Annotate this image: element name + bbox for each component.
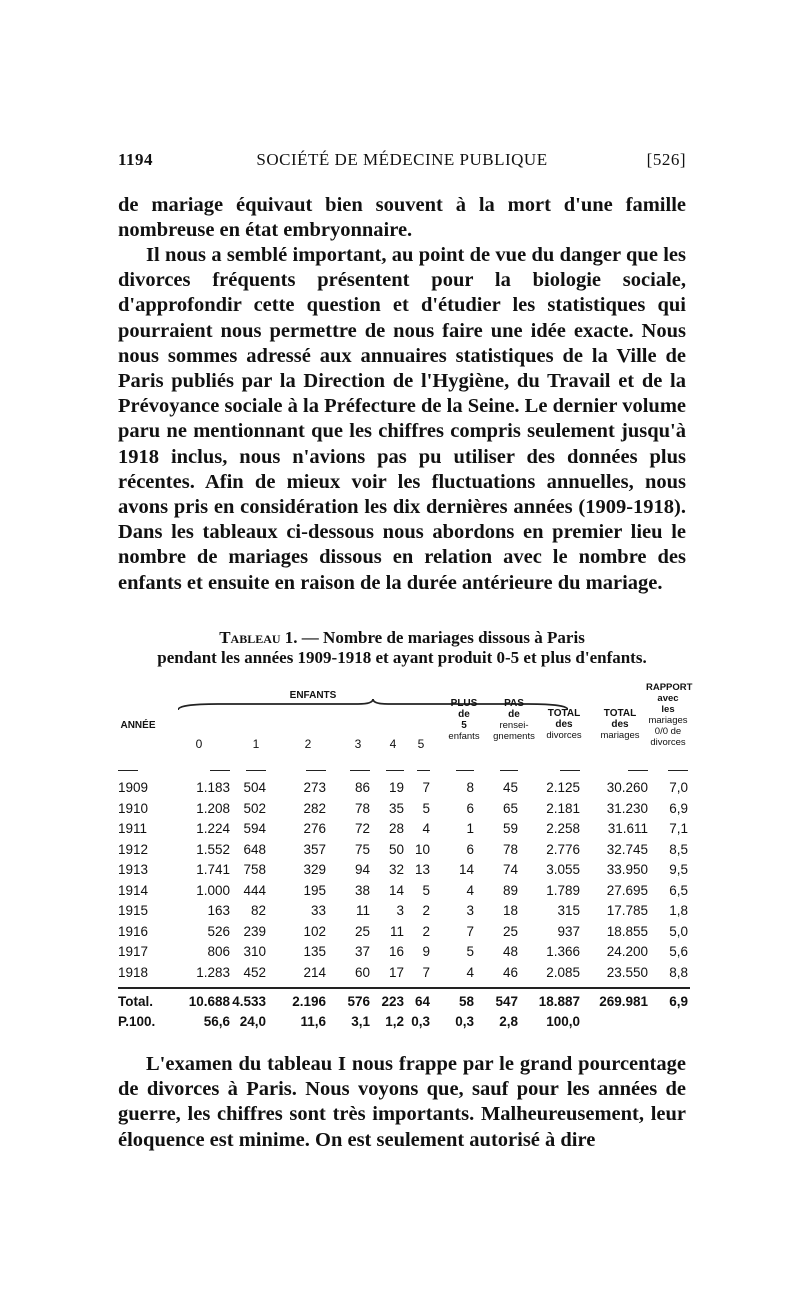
table-row-2-c2: 276 xyxy=(303,821,326,836)
table-row-3-c3: 75 xyxy=(354,841,370,857)
paragraph-3: L'examen du tableau I nous frappe par le grand pourcentage de divorces à Paris. Nous voyons que, sauf pour les années de guerre, les chiffres sont très importants. Malheureusement, leur éloquence est minime. On est seulement autorisé à dire xyxy=(118,1053,686,1151)
table-row-8-mariages: 24.200 xyxy=(606,944,648,959)
table-row-1-mariages: 31.230 xyxy=(606,800,648,816)
table-row-6-plus5: 3 xyxy=(466,903,474,918)
table-row-1-c0: 1.208 xyxy=(196,800,230,816)
table-row-3-pas: 78 xyxy=(502,841,518,857)
table-row-percent-year: P.100. xyxy=(118,1014,156,1029)
table-row-8-rapport: 5,6 xyxy=(669,944,688,959)
header-dash xyxy=(210,770,230,771)
header-c1: 1 xyxy=(252,737,260,751)
table-row-2-c5: 4 xyxy=(422,821,430,836)
header-c0: 0 xyxy=(195,737,203,751)
table-row-2-c4: 28 xyxy=(388,821,404,836)
table-row-7-mariages: 18.855 xyxy=(606,923,648,939)
table-row-8-plus5: 5 xyxy=(466,944,474,959)
header-rap-l1: RAPPORT xyxy=(646,682,693,693)
table-row-8-c1: 310 xyxy=(243,944,266,959)
table-row-7-c0: 526 xyxy=(207,923,230,939)
table-row-total-c4: 223 xyxy=(381,994,404,1009)
header-pas xyxy=(488,698,540,742)
table-row-1-c5: 5 xyxy=(422,800,430,816)
table-row-3-plus5: 6 xyxy=(466,841,474,857)
table-row-percent-c5: 0,3 xyxy=(411,1014,430,1029)
table-row-0-pas: 45 xyxy=(502,780,518,795)
table-row-percent-c3: 3,1 xyxy=(351,1014,370,1029)
table-row-4-c2: 329 xyxy=(303,862,326,877)
table-row-8-pas: 48 xyxy=(502,944,518,959)
header-dash xyxy=(118,770,138,771)
table-row-4-c5: 13 xyxy=(414,862,430,877)
table-row-2-rapport: 7,1 xyxy=(669,821,688,836)
table-row-4-c1: 758 xyxy=(243,862,266,877)
table-row-7-c2: 102 xyxy=(303,923,326,939)
table-row-1-c3: 78 xyxy=(354,800,370,816)
table-caption xyxy=(118,628,686,668)
table-row-9-divorces: 2.085 xyxy=(546,964,580,980)
header-tmar-l1: TOTAL xyxy=(603,708,637,719)
table-row-total-divorces: 18.887 xyxy=(538,994,580,1009)
header-tdiv-l2: des xyxy=(555,719,573,730)
header-tdiv-l3: divorces xyxy=(546,730,582,741)
header-dash xyxy=(350,770,370,771)
table-row-2-year: 1911 xyxy=(118,821,148,836)
header-pas-l2: de xyxy=(508,709,520,720)
table-row-3-c2: 357 xyxy=(303,841,326,857)
table-row-0-plus5: 8 xyxy=(466,780,474,795)
table-row-total-c1: 4.533 xyxy=(232,994,266,1009)
table-row-percent-pas: 2,8 xyxy=(499,1014,518,1029)
table-row-4-plus5: 14 xyxy=(458,862,474,877)
table-row-2-pas: 59 xyxy=(502,821,518,836)
table-row-total-pas: 547 xyxy=(495,994,518,1009)
table-row-3-divorces: 2.776 xyxy=(546,841,580,857)
table-row-7-c4: 11 xyxy=(389,923,404,939)
table-row-0-divorces: 2.125 xyxy=(546,780,580,795)
header-c2: 2 xyxy=(304,737,312,751)
paragraph-2: Il nous a semblé important, au point de vue du danger que les divorces fréquents présentent pour la biologie sociale, d'approfondir cette question et d'étudier les statistiques qui pourraient nous permettre de nous faire une idée exacte. Nous nous sommes adressé aux annuaires statistiques de la Ville de Paris publiés par la Direction de l'Hygiène, du Travail et de la Prévoyance sociale à la Préfecture de la Seine. Le dernier volume paru ne mentionnant que les chiffres compris seulement jusqu'à 1918 inclus, nous n'avions pas pu utiliser des données plus récentes. Afin de mieux voir les fluctuations annuelles, nous avons pris en considération les dix dernières années (1909-1918). Dans les tableaux ci-dessous nous abordons en premier lieu le nombre de mariages dissous en relation avec le nombre des enfants et ensuite en raison de la durée antérieure du mariage. xyxy=(118,244,686,594)
header-plus5-l2: de xyxy=(458,709,470,720)
table-row-4-pas: 74 xyxy=(502,862,518,877)
header-plus5-l1: PLUS xyxy=(450,698,478,709)
table-row-6-year: 1915 xyxy=(118,903,149,918)
table-row-9-rapport: 8,8 xyxy=(669,964,688,980)
table-row-4-c4: 32 xyxy=(388,862,404,877)
table-row-9-c2: 214 xyxy=(303,964,326,980)
header-c5: 5 xyxy=(417,737,425,751)
caption-label: Tableau 1. xyxy=(219,628,298,647)
table-row-2-plus5: 1 xyxy=(466,821,474,836)
table-row-0-c3: 86 xyxy=(354,780,370,795)
table-row-8-c5: 9 xyxy=(422,944,430,959)
table-row-1-c1: 502 xyxy=(243,800,266,816)
header-rapport xyxy=(646,682,693,748)
table-row-7-rapport: 5,0 xyxy=(669,923,688,939)
caption-line-1: — Nombre de mariages dissous à Paris xyxy=(297,628,585,647)
table-row-0-rapport: 7,0 xyxy=(669,780,688,795)
header-dash xyxy=(560,770,580,771)
table-row-percent-c4: 1,2 xyxy=(385,1014,404,1029)
page-number: 1194 xyxy=(118,150,154,169)
table-row-2-c1: 594 xyxy=(243,821,266,836)
table-row-1-divorces: 2.181 xyxy=(546,800,580,816)
table-row-8-c4: 16 xyxy=(388,944,404,959)
table-row-9-year: 1918 xyxy=(118,964,149,980)
header-dash xyxy=(456,770,474,771)
table-row-9-plus5: 4 xyxy=(466,964,474,980)
table-row-6-c3: 11 xyxy=(355,903,370,918)
table-row-9-c3: 60 xyxy=(354,964,370,980)
table-row-0-mariages: 30.260 xyxy=(606,780,648,795)
table-row-0-year: 1909 xyxy=(118,780,149,795)
header-dash xyxy=(386,770,404,771)
table-row-5-c5: 5 xyxy=(422,882,430,898)
caption-line-2: pendant les années 1909-1918 et ayant produit 0-5 et plus d'enfants. xyxy=(157,648,647,667)
header-dash xyxy=(417,770,430,771)
table-row-percent-c2: 11,6 xyxy=(300,1014,326,1029)
table-row-4-rapport: 9,5 xyxy=(669,862,688,877)
table-row-total-c5: 64 xyxy=(414,994,430,1009)
table-row-total-c3: 576 xyxy=(347,994,370,1009)
table-row-percent-divorces: 100,0 xyxy=(546,1014,580,1029)
section-number: [526] xyxy=(646,150,686,169)
divorce-table xyxy=(118,676,693,1036)
table-row-7-year: 1916 xyxy=(118,923,149,939)
table-row-5-divorces: 1.789 xyxy=(546,882,580,898)
table-row-0-c4: 19 xyxy=(388,780,404,795)
table-row-0-c5: 7 xyxy=(422,780,430,795)
table-row-3-mariages: 32.745 xyxy=(606,841,648,857)
table-row-4-year: 1913 xyxy=(118,862,149,877)
table-row-8-c2: 135 xyxy=(303,944,326,959)
table-row-5-year: 1914 xyxy=(118,882,149,898)
header-plus5-l4: enfants xyxy=(448,731,480,742)
header-tmar-l3: mariages xyxy=(600,730,640,741)
table-row-total-mariages: 269.981 xyxy=(599,994,648,1009)
header-tdiv-l1: TOTAL xyxy=(547,708,581,719)
table-row-0-c1: 504 xyxy=(243,780,266,795)
header-rap-l3: les xyxy=(661,704,675,715)
table-row-4-mariages: 33.950 xyxy=(606,862,648,877)
header-c4: 4 xyxy=(389,737,397,751)
table-row-5-c1: 444 xyxy=(243,882,266,898)
header-dash xyxy=(500,770,518,771)
table-row-9-c0: 1.283 xyxy=(196,964,230,980)
header-total-divorces xyxy=(536,708,592,741)
table-row-2-c3: 72 xyxy=(354,821,370,836)
table-row-9-c1: 452 xyxy=(243,964,266,980)
table-row-7-plus5: 7 xyxy=(466,923,474,939)
header-rap-l5: 0/0 de xyxy=(654,726,682,737)
table-row-6-rapport: 1,8 xyxy=(669,903,688,918)
table-row-6-divorces: 315 xyxy=(557,903,580,918)
table-row-2-c0: 1.224 xyxy=(196,821,230,836)
table-row-6-mariages: 17.785 xyxy=(606,903,648,918)
header-annee: ANNÉE xyxy=(120,720,156,731)
table-row-0-c0: 1.183 xyxy=(196,780,230,795)
table-row-1-c4: 35 xyxy=(388,800,404,816)
running-head xyxy=(118,150,686,176)
table-row-percent-plus5: 0,3 xyxy=(455,1014,474,1029)
journal-title: SOCIÉTÉ DE MÉDECINE PUBLIQUE xyxy=(256,150,548,169)
table-row-2-divorces: 2.258 xyxy=(546,821,580,836)
table-row-6-c5: 2 xyxy=(422,903,430,918)
table-row-0-c2: 273 xyxy=(303,780,326,795)
table-row-5-c2: 195 xyxy=(303,882,326,898)
table-row-7-c3: 25 xyxy=(354,923,370,939)
table-row-7-pas: 25 xyxy=(502,923,518,939)
paragraph-1: de mariage équivaut bien souvent à la mort d'une famille nombreuse en état embryonnaire. xyxy=(118,194,686,242)
table-row-6-c2: 33 xyxy=(310,903,326,918)
table-row-total-c2: 2.196 xyxy=(292,994,326,1009)
table-row-8-c3: 37 xyxy=(354,944,370,959)
header-c3: 3 xyxy=(354,737,362,751)
header-plus5-l3: 5 xyxy=(461,720,467,731)
table-row-total-rapport: 6,9 xyxy=(669,994,688,1009)
table-row-5-pas: 89 xyxy=(502,882,518,898)
table-total-rule xyxy=(118,987,690,989)
table-row-6-c0: 163 xyxy=(207,903,230,918)
table-row-3-year: 1912 xyxy=(118,841,149,857)
table-row-total-plus5: 58 xyxy=(458,994,474,1009)
table-row-6-c1: 82 xyxy=(250,903,266,918)
table-row-1-pas: 65 xyxy=(502,800,518,816)
header-dash xyxy=(306,770,326,771)
header-pas-l1: PAS xyxy=(504,698,524,709)
table-row-percent-c0: 56,6 xyxy=(203,1014,230,1029)
table-row-2-mariages: 31.611 xyxy=(607,821,648,836)
table-row-4-divorces: 3.055 xyxy=(546,862,580,877)
table-row-6-pas: 18 xyxy=(502,903,518,918)
header-tmar-l2: des xyxy=(611,719,629,730)
table-row-percent-c1: 24,0 xyxy=(239,1014,266,1029)
table-row-3-c5: 10 xyxy=(414,841,430,857)
table-row-5-c4: 14 xyxy=(388,882,404,898)
table-row-9-c5: 7 xyxy=(422,964,430,980)
table-row-8-year: 1917 xyxy=(118,944,149,959)
table-row-3-rapport: 8,5 xyxy=(669,841,688,857)
header-pas-l4: gnements xyxy=(493,731,535,742)
header-enfants: ENFANTS xyxy=(289,690,337,701)
table-row-9-pas: 46 xyxy=(502,964,518,980)
table-row-1-plus5: 6 xyxy=(466,800,474,816)
table-row-8-c0: 806 xyxy=(207,944,230,959)
table-row-9-mariages: 23.550 xyxy=(606,964,648,980)
header-plus5 xyxy=(438,698,490,742)
table-row-total-c0: 10.688 xyxy=(188,994,230,1009)
table-row-5-c3: 38 xyxy=(354,882,370,898)
table-row-5-plus5: 4 xyxy=(466,882,474,898)
header-dash xyxy=(668,770,688,771)
header-rap-l4: mariages xyxy=(648,715,688,726)
table-row-9-c4: 17 xyxy=(388,964,404,980)
header-dash xyxy=(628,770,648,771)
table-row-7-c1: 239 xyxy=(243,923,266,939)
table-row-7-divorces: 937 xyxy=(557,923,580,939)
table-row-5-mariages: 27.695 xyxy=(606,882,648,898)
table-row-1-year: 1910 xyxy=(118,800,149,816)
table-row-8-divorces: 1.366 xyxy=(546,944,580,959)
header-rap-l2: avec xyxy=(657,693,679,704)
table-row-3-c4: 50 xyxy=(388,841,404,857)
table-row-6-c4: 3 xyxy=(396,903,404,918)
table-row-5-c0: 1.000 xyxy=(196,882,230,898)
header-pas-l3: rensei- xyxy=(499,720,529,731)
table-row-total-year: Total. xyxy=(118,994,153,1009)
table-row-4-c3: 94 xyxy=(354,862,370,877)
table-row-1-rapport: 6,9 xyxy=(669,800,688,816)
table-row-3-c0: 1.552 xyxy=(196,841,230,857)
header-dash xyxy=(246,770,266,771)
header-total-mariages xyxy=(592,708,648,741)
table-row-7-c5: 2 xyxy=(422,923,430,939)
table-row-3-c1: 648 xyxy=(243,841,266,857)
table-row-4-c0: 1.741 xyxy=(196,862,230,877)
table-row-1-c2: 282 xyxy=(303,800,326,816)
table-row-5-rapport: 6,5 xyxy=(669,882,688,898)
header-rap-l6: divorces xyxy=(650,737,686,748)
